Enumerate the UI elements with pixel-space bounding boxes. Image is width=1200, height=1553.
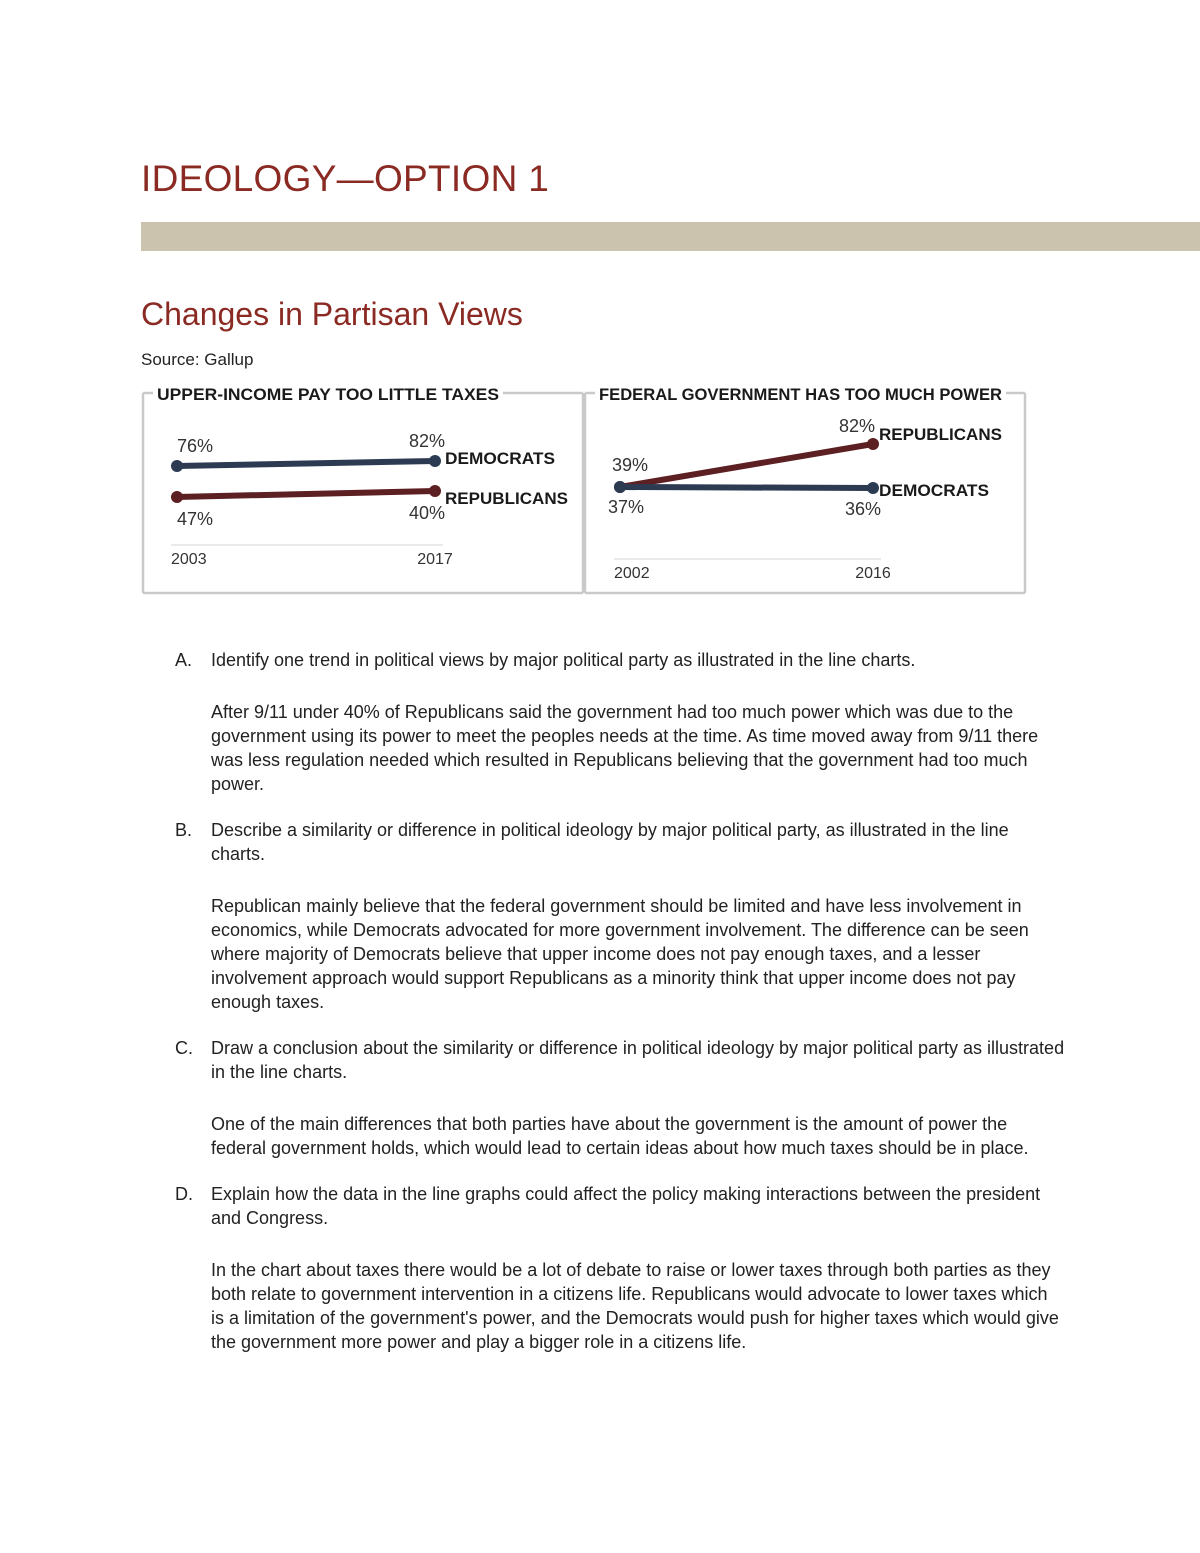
data-label: 40% [408, 503, 446, 523]
data-point-republicans [429, 485, 441, 497]
question-list [175, 648, 1065, 1376]
x-tick-label: 2016 [855, 565, 891, 582]
series-name-democrats: DEMOCRATS [879, 481, 989, 500]
answer-text: In the chart about taxes there would be a lot of debate to raise or lower taxes through both parties as they both relate to government intervention in a citizens life. Republicans would advocate to lower taxes which is a limitation of the government's power, and the Democrats would push for higher taxes which would give the government more power and play a bigger role in a citizens life. [211, 1260, 1059, 1352]
data-label: 36% [844, 499, 882, 519]
chart-panel-1 [143, 385, 583, 593]
chart-panel-2 [585, 385, 1025, 593]
title-divider-bar [141, 222, 1200, 251]
data-point-democrats [429, 455, 441, 467]
data-label: 47% [177, 509, 214, 529]
data-point-democrats [614, 481, 626, 493]
question-prompt: Explain how the data in the line graphs could affect the policy making interactions between the president and Congress. [211, 1184, 1041, 1228]
section-title: Changes in Partisan Views [141, 296, 523, 332]
x-tick-label: 2003 [171, 551, 207, 568]
data-point-republicans [171, 491, 183, 503]
data-label: 39% [611, 455, 649, 475]
question-letter: C. [175, 1038, 193, 1058]
question-item-a [175, 648, 1065, 796]
question-letter: D. [175, 1184, 193, 1204]
question-prompt: Describe a similarity or difference in political ideology by major political party, as illustrated in the line charts. [211, 820, 1009, 864]
data-label: 37% [607, 497, 645, 517]
question-prompt: Identify one trend in political views by major political party as illustrated in the line charts. [211, 650, 916, 670]
data-point-democrats [867, 482, 879, 494]
charts-figure [141, 378, 1029, 596]
line-charts [141, 378, 1029, 596]
series-name-republicans: REPUBLICANS [445, 489, 568, 508]
answer-text: Republican mainly believe that the federal government should be limited and have less involvement in economics, while Democrats advocated for more government involvement. The difference can be seen where majority of Democrats believe that upper income does not pay enough taxes, and a lesser involvement approach would support Republicans as a minority think that upper income does not pay enough taxes. [211, 896, 1029, 1012]
question-item-d [175, 1182, 1065, 1354]
x-tick-label: 2002 [614, 565, 650, 582]
data-label: 82% [838, 416, 876, 436]
question-item-c [175, 1036, 1065, 1160]
question-letter: A. [175, 650, 193, 670]
question-letter: B. [175, 820, 193, 840]
series-line-republicans [620, 444, 873, 487]
data-label: 82% [408, 431, 446, 451]
x-tick-label: 2017 [417, 551, 453, 568]
series-line-republicans [177, 491, 435, 497]
answer-text: One of the main differences that both parties have about the government is the amount of power the federal government holds, which would lead to certain ideas about how much taxes should be in place. [211, 1114, 1029, 1158]
data-label: 76% [177, 436, 214, 456]
series-name-republicans: REPUBLICANS [879, 425, 1002, 444]
series-line-democrats [620, 487, 873, 488]
series-line-democrats [177, 461, 435, 466]
series-name-democrats: DEMOCRATS [445, 449, 555, 468]
chart-title: FEDERAL GOVERNMENT HAS TOO MUCH POWER [599, 385, 1002, 404]
source-note: Source: Gallup [141, 350, 254, 369]
data-point-republicans [867, 438, 879, 450]
data-point-democrats [171, 460, 183, 472]
document-title: IDEOLOGY—OPTION 1 [141, 158, 550, 199]
question-prompt: Draw a conclusion about the similarity or difference in political ideology by major political party as illustrated in the line charts. [211, 1038, 1065, 1082]
chart-title: UPPER-INCOME PAY TOO LITTLE TAXES [157, 385, 500, 404]
question-item-b [175, 818, 1065, 1014]
answer-text: After 9/11 under 40% of Republicans said the government had too much power which was due to the government using its power to meet the peoples needs at the time. As time moved away from 9/11 there was less regulation needed which resulted in Republicans believing that the government had too much power. [211, 702, 1039, 794]
